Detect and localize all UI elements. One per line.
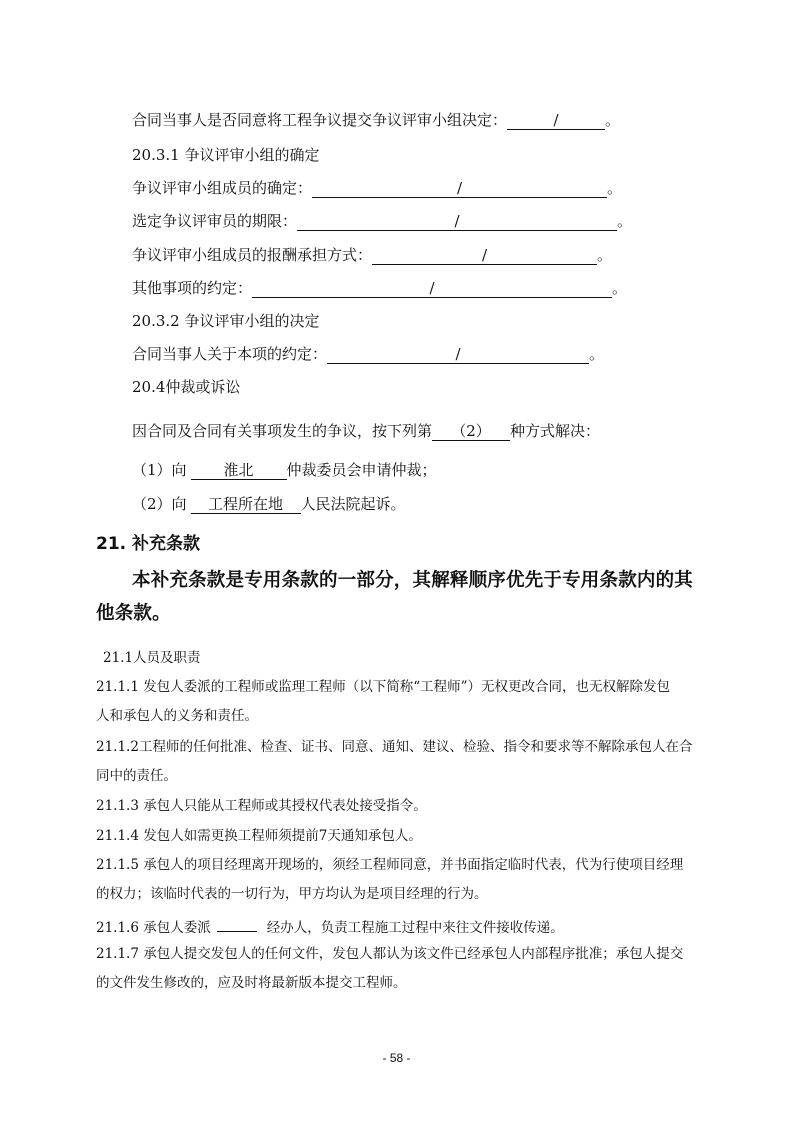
clause-dispute-resolution-method: 因合同及合同有关事项发生的争议，按下列第 （2） 种方式解决： [132,422,601,440]
supplementary-intro-line1: 本补充条款是专用条款的一部分，其解释顺序优先于专用条款内的其 [132,570,694,591]
option-arbitration: （1）向 淮北 仲裁委员会申请仲裁； [132,461,437,479]
clause-21-1-3: 21.1.3 承包人只能从工程师或其授权代表处接受指令。 [96,798,427,814]
fill-blank[interactable]: （2） [432,423,510,441]
clause-21-1-5-line1: 21.1.5 承包人的项目经理离开现场的，须经工程师同意，并书面指定临时代表，代为行使项目经理 [96,857,684,873]
clause-21-1-7-line2: 的文件发生修改的，应及时将最新版本提交工程师。 [96,975,407,991]
clause-21-1-5-line2: 的权力；该临时代表的一切行为，甲方均认为是项目经理的行为。 [96,886,488,902]
clause-reviewer-period: 选定争议评审员的期限： / 。 [132,212,633,230]
fill-blank[interactable]: / [372,247,597,265]
clause-21-1-2-line2: 同中的责任。 [96,768,177,784]
subsection-heading-21-1: 21.1人员及职责 [103,650,201,666]
clause-dispute-board-agreement: 合同当事人是否同意将工程争议提交争议评审小组决定： / 。 [132,111,621,129]
clause-21-1-1-line2: 人和承包人的义务和责任。 [96,708,258,724]
fill-blank[interactable]: / [252,280,612,298]
supplementary-intro-line2: 他条款。 [96,603,171,624]
clause-21-1-1-line1: 21.1.1 发包人委派的工程师或监理工程师（以下简称“工程师”）无权更改合同，也无权解除发包 [96,679,671,695]
fill-blank[interactable]: / [312,180,607,198]
subsection-heading-20-3-2: 20.3.2 争议评审小组的决定 [132,312,320,330]
clause-21-1-7-line1: 21.1.7 承包人提交发包人的任何文件，发包人都认为该文件已经承包人内部程序批准；承包人提交 [96,946,684,962]
clause-21-1-6: 21.1.6 承包人委派 经办人，负责工程施工过程中来往文件接收传递。 [96,914,564,938]
court-location-value[interactable]: 工程所在地 [191,496,301,514]
subsection-heading-20-4: 20.4仲裁或诉讼 [132,378,241,396]
arbitration-commission-value[interactable]: 淮北 [191,462,287,480]
fill-blank[interactable]: / [327,346,589,364]
fill-blank[interactable] [217,914,257,932]
clause-21-1-2-line1: 21.1.2工程师的任何批准、检查、证书、同意、通知、建议、检验、指令和要求等不解除承包人在合 [96,739,693,755]
fill-blank[interactable]: / [297,213,617,231]
clause-21-1-4: 21.1.4 发包人如需更换工程师须提前7天通知承包人。 [96,828,422,844]
page-number: - 58 - [382,1051,411,1065]
clause-parties-agreement: 合同当事人关于本项的约定： / 。 [132,345,605,363]
clause-other-matters: 其他事项的约定： / 。 [132,279,628,297]
subsection-heading-20-3-1: 20.3.1 争议评审小组的确定 [132,146,320,164]
option-litigation: （2）向 工程所在地 人民法院起诉。 [132,495,406,513]
clause-board-remuneration: 争议评审小组成员的报酬承担方式： / 。 [132,246,613,264]
section-heading-21: 21. 补充条款 [96,534,201,554]
clause-board-members: 争议评审小组成员的确定： / 。 [132,179,623,197]
fill-blank[interactable]: / [507,112,605,130]
